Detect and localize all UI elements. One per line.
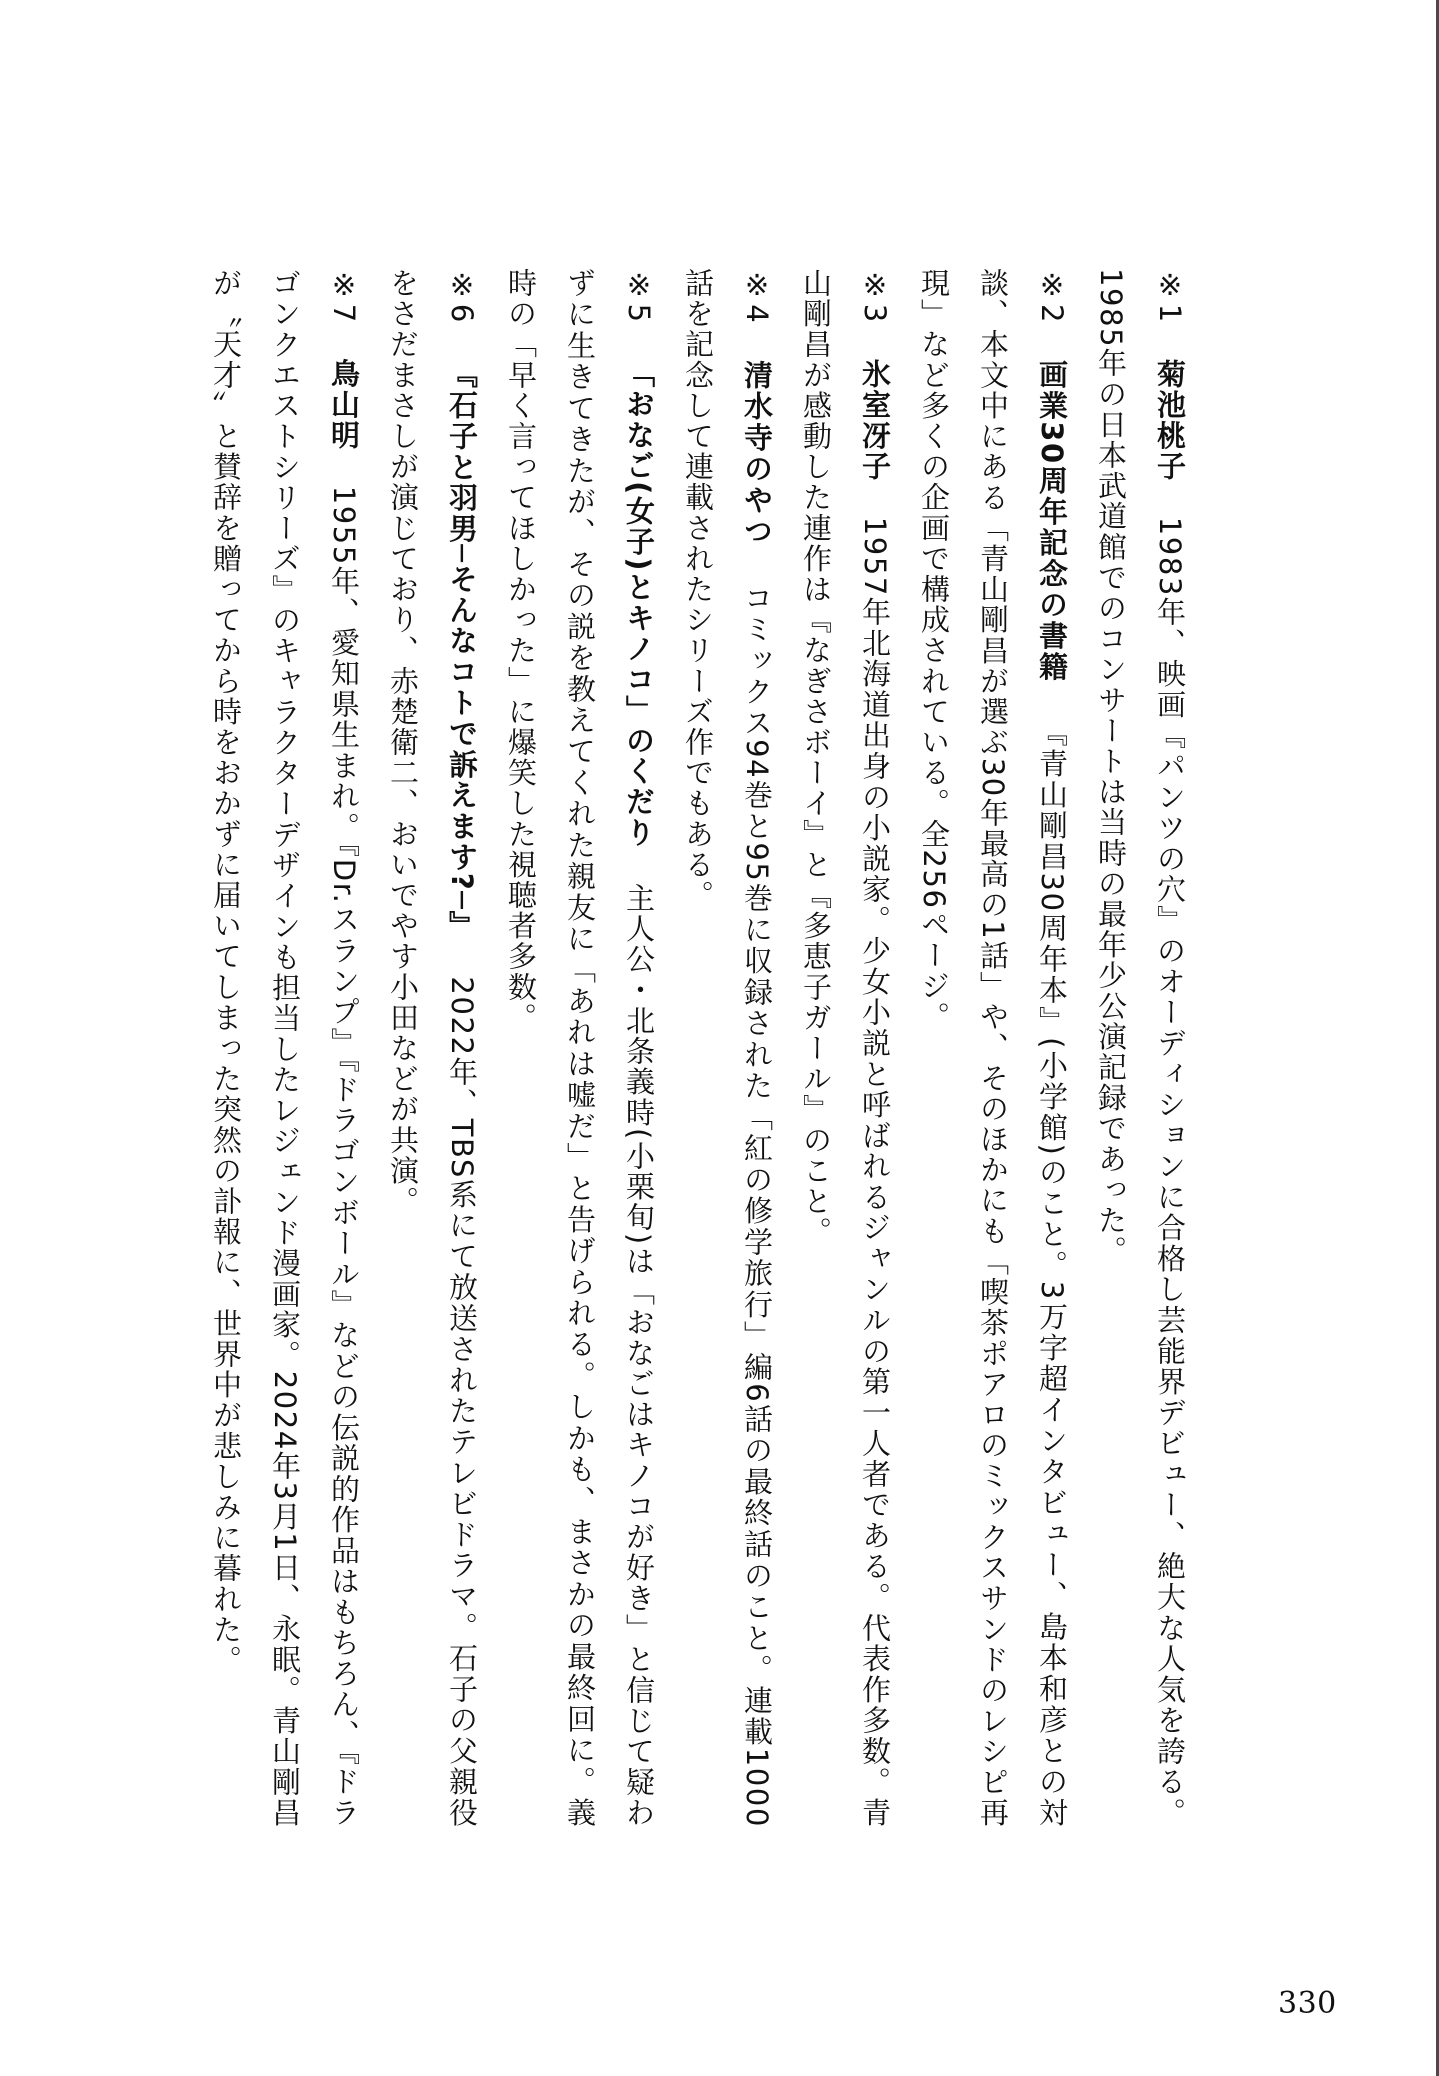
footnote-7 <box>196 268 373 1828</box>
footnote-body: 1955年、愛知県生まれ。『Dr.スランプ』『ドラゴンボール』などの伝説的作品はもちろん、『ドラゴンクエストシリーズ』のキャラクターデザインも担当したレジェンド漫画家。2024年3月1日、永眠。青山剛昌が〝天才〟と賛辞を贈ってから時をおかずに届いてしまった突然の訃報に、世界中が悲しみに暮れた。 <box>209 268 361 1828</box>
footnote-title: 画業30周年記念の書籍 <box>1035 358 1069 683</box>
footnote-marker: ※4 <box>740 268 774 325</box>
footnote-title: 菊池桃子 <box>1153 358 1187 482</box>
footnote-body: 主人公・北条義時(小栗旬)は「おなごはキノコが好き」と信じて疑わずに生きてきたが、その説を教えてくれた親友に「あれは嘘だ」と告げられる。しかも、まさかの最終回に。義時の「早く言ってほしかった」に爆笑した視聴者多数。 <box>504 268 656 1829</box>
footnote-marker: ※3 <box>858 268 892 324</box>
footnote-marker: ※7 <box>327 268 361 324</box>
footnote-title: 「おなご(女子)とキノコ」のくだり <box>622 358 656 848</box>
footnote-marker: ※1 <box>1153 268 1187 324</box>
footnote-title: 氷室冴子 <box>858 358 892 482</box>
footnote-body: コミックス94巻と95巻に収録された「紅の修学旅行」編6話の最終話のこと。連載1000話を記念して連載されたシリーズ作でもある。 <box>681 268 774 1828</box>
footnote-3 <box>786 268 904 1828</box>
footnote-body: 1983年、映画『パンツの穴』のオーディションに合格し芸能界デビュー、絶大な人気を誇る。1985年の日本武道館でのコンサートは当時の最年少公演記録であった。 <box>1094 268 1187 1828</box>
footnote-marker: ※5 <box>622 268 656 324</box>
footnote-2 <box>904 268 1081 1828</box>
footnotes-block <box>196 268 1199 1828</box>
footnote-marker: ※6 <box>445 268 479 324</box>
footnote-title: 清水寺のやつ <box>740 359 774 548</box>
footnote-body: 『青山剛昌30周年本』(小学館)のこと。3万字超インタビュー、島本和彦との対談、本文中にある「青山剛昌が選ぶ30年最高の1話」や、そのほかにも「喫茶ポアロのミックスサンドのレシピ再現」など多くの企画で構成されている。全256ページ。 <box>917 268 1069 1828</box>
footnote-title: 鳥山明 <box>327 358 361 451</box>
footnote-marker: ※2 <box>1035 268 1069 325</box>
footnote-5 <box>491 268 668 1828</box>
footnote-body: 2022年、TBS系にて放送されたテレビドラマ。石子の父親役をさだまさしが演じており、赤楚衛二、おいでやす小田などが共演。 <box>386 268 479 1829</box>
page-number: 330 <box>1278 1986 1337 2021</box>
footnote-1 <box>1081 268 1199 1828</box>
footnote-body: 1957年北海道出身の小説家。少女小説と呼ばれるジャンルの第一人者である。代表作多数。青山剛昌が感動した連作は『なぎさボーイ』と『多恵子ガール』のこと。 <box>799 268 892 1828</box>
footnote-6 <box>373 268 491 1828</box>
footnote-4 <box>668 268 786 1828</box>
footnote-title: 『石子と羽男─そんなコトで訴えます?─』 <box>445 358 479 942</box>
